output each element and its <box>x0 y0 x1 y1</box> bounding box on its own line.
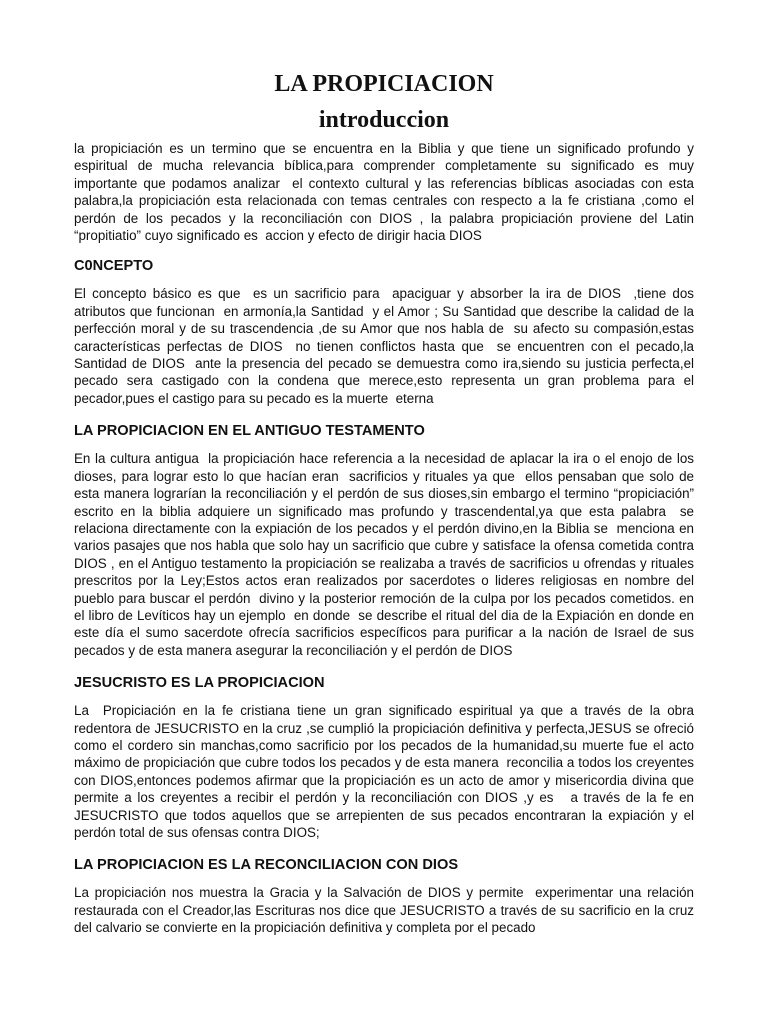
section-heading: C0NCEPTO <box>74 258 154 275</box>
document-title: LA PROPICIACION <box>274 71 494 97</box>
section-paragraph: La Propiciación en la fe cristiana tiene un gran significado espiritual ya que a través de la obra redentora de JESUCRISTO en la cruz ,se cumplió la propiciación definitiva y perfecta,JESUS se ofreció como el cordero sin manchas,como sacrificio por los pecados de la humanidad,su muerte fue el acto máximo de propiciación que cubre todos los pecados y de esta manera reconcilia a todos los creyentes con DIOS,entonces podemos afirmar que la propiciación es un acto de amor y misericordia divina que permite a los creyentes a recibir el perdón y la reconciliación con DIOS ,y es a través de la fe en JESUCRISTO que todos aquellos que se arrepienten de sus pecados encontraran la expiación y el perdón total de sus ofensas contra DIOS; <box>74 703 698 840</box>
intro-paragraph: la propiciación es un termino que se encuentra en la Biblia y que tiene un significado profundo y espiritual de mucha relevancia bíblica,para comprender completamente su significado es muy importante que podamos analizar el contexto cultural y las referencias bíblicas asociadas con esta palabra,la propiciación esta relacionada con temas centrales con respecto a la fe cristiana ,como el perdón de los pecados y la reconciliación con DIOS , la palabra propiciación proviene del Latin “propitiatio” cuyo significado es accion y efecto de dirigir hacia DIOS <box>74 141 698 244</box>
document-body <box>74 140 698 951</box>
section-paragraph: El concepto básico es que es un sacrificio para apaciguar y absorber la ira de DIOS ,tiene dos atributos que funcionan en armonía,la Santidad y el Amor ; Su Santidad que describe la calidad de la perfección moral y de su trascendencia ,de su Amor que nos habla de su afecto su compasión,estas características perfectas de DIOS no tienen conflictos hasta que se encuentren con el pecado,la Santidad de DIOS ante la presencia del pecado se demuestra como ira,siendo su justicia perfecta,el pecado sera castigado con la condena que merece,esto representa un gran problema para el pecador,pues el castigo para su pecado es la muerte eterna <box>74 286 698 406</box>
section-antiguo-testamento <box>74 421 698 659</box>
section-paragraph: La propiciación nos muestra la Gracia y la Salvación de DIOS y permite experimentar una relación restaurada con el Creador,las Escrituras nos dice que JESUCRISTO a través de su sacrificio en la cruz del calvario se convierte en la propiciación definitiva y completa por el pecado <box>74 885 698 936</box>
section-reconciliacion <box>74 855 698 936</box>
section-heading: JESUCRISTO ES LA PROPICIACION <box>74 675 325 692</box>
section-heading: LA PROPICIACION ES LA RECONCILIACION CON DIOS <box>74 857 459 874</box>
section-heading: LA PROPICIACION EN EL ANTIGUO TESTAMENTO <box>74 423 425 440</box>
section-concepto <box>74 256 698 407</box>
section-paragraph: En la cultura antigua la propiciación hace referencia a la necesidad de aplacar la ira o el enojo de los dioses, para lograr esto lo que hacían eran sacrificios y rituales ya que ellos pensaban que solo de esta manera lograrían la reconciliación y el perdón de sus dioses,sin embargo el termino “propiciación” escrito en la biblia adquiere un significado mas profundo y trascendental,ya que esta palabra se relaciona directamente con la expiación de los pecados y el perdón divino,en la Biblia se menciona en varios pasajes que nos habla que solo hay un sacrificio que cubre y satisface la ofensa cometida contra DIOS , en el Antiguo testamento la propiciación se realizaba a través de sacrificios u ofrendas y rituales prescritos por la Ley;Estos actos eran realizados por sacerdotes o lideres religiosas en nombre del pueblo para buscar el perdón divino y la posterior remoción de la culpa por los pecados cometidos. en el libro de Levíticos hay un ejemplo en donde se describe el ritual del dia de la Expiación en donde en este día el sumo sacerdote ofrecía sacrificios específicos para purificar a la nación de Israel de sus pecados y de esta manera asegurar la reconciliación y el perdón de DIOS <box>74 451 698 658</box>
document-subtitle: introduccion <box>318 107 450 133</box>
section-jesucristo <box>74 673 698 841</box>
